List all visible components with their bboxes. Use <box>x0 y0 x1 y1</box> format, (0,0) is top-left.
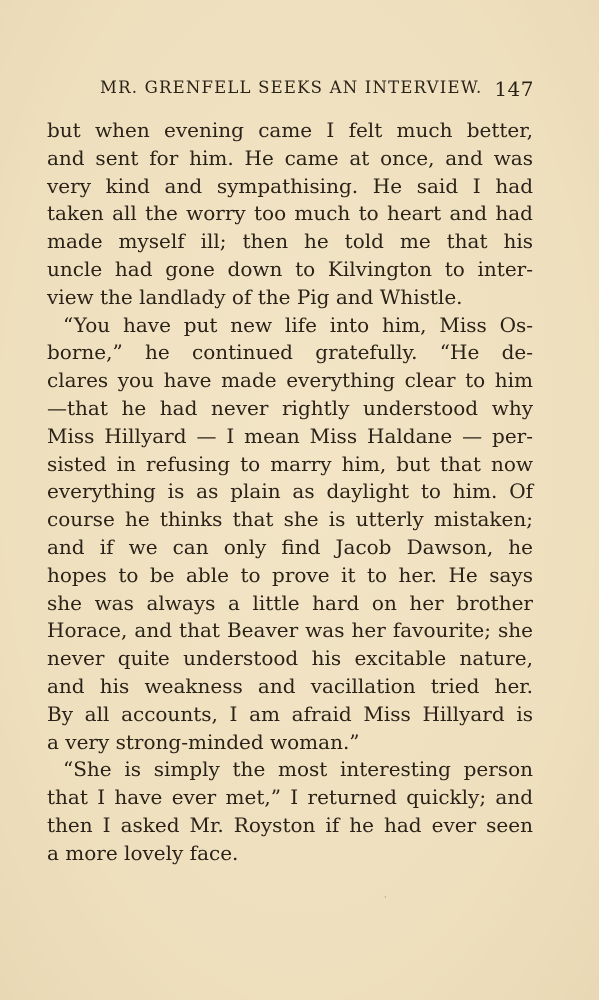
text-line: hopes to be able to prove it to her. He says <box>47 562 533 587</box>
text-line: made myself ill; then he told me that his <box>47 229 533 254</box>
text-line: clares you have made everything clear to him <box>47 368 533 393</box>
text-line: By all accounts, I am afraid Miss Hillyard is <box>47 701 533 726</box>
text-line: very kind and sympathising. He said I had <box>47 173 533 198</box>
text-line: course he thinks that she is utterly mistaken; <box>47 507 533 532</box>
text-line: then I asked Mr. Royston if he had ever seen <box>47 812 533 837</box>
text-line: and if we can only find Jacob Dawson, he <box>47 534 533 559</box>
text-line: she was always a little hard on her brother <box>47 590 533 615</box>
text-line: borne,” he continued gratefully. “He de- <box>47 340 533 365</box>
text-line: everything is as plain as daylight to him. Of <box>47 479 533 504</box>
text-line: a more lovely face. <box>47 840 239 865</box>
text-line: —that he had never rightly understood why <box>47 395 533 420</box>
running-title: MR. GRENFELL SEEKS AN INTERVIEW. <box>100 78 483 97</box>
text-line: “You have put new life into him, Miss Os- <box>63 312 533 337</box>
body-text <box>47 117 533 868</box>
text-line: but when evening came I felt much better, <box>47 118 533 142</box>
text-line: “She is simply the most interesting person <box>63 757 533 782</box>
text-line: that I have ever met,” I returned quickly; and <box>47 785 533 810</box>
text-line: Horace, and that Beaver was her favourite; she <box>47 618 533 643</box>
text-line: and sent for him. He came at once, and was <box>47 145 533 170</box>
text-line: Miss Hillyard — I mean Miss Haldane — per- <box>47 423 533 448</box>
page-number: 147 <box>494 77 534 101</box>
text-line: uncle had gone down to Kilvington to inter- <box>47 256 533 281</box>
text-line: and his weakness and vacillation tried her. <box>47 673 533 698</box>
page-header <box>100 78 534 102</box>
text-line: view the landlady of the Pig and Whistle. <box>47 284 463 309</box>
text-line: taken all the worry too much to heart and had <box>47 201 533 226</box>
text-line: sisted in refusing to marry him, but that now <box>47 451 533 476</box>
text-line: never quite understood his excitable nature, <box>47 646 533 671</box>
paper-speck: · <box>384 893 387 902</box>
text-line: a very strong-minded woman.” <box>47 729 360 754</box>
